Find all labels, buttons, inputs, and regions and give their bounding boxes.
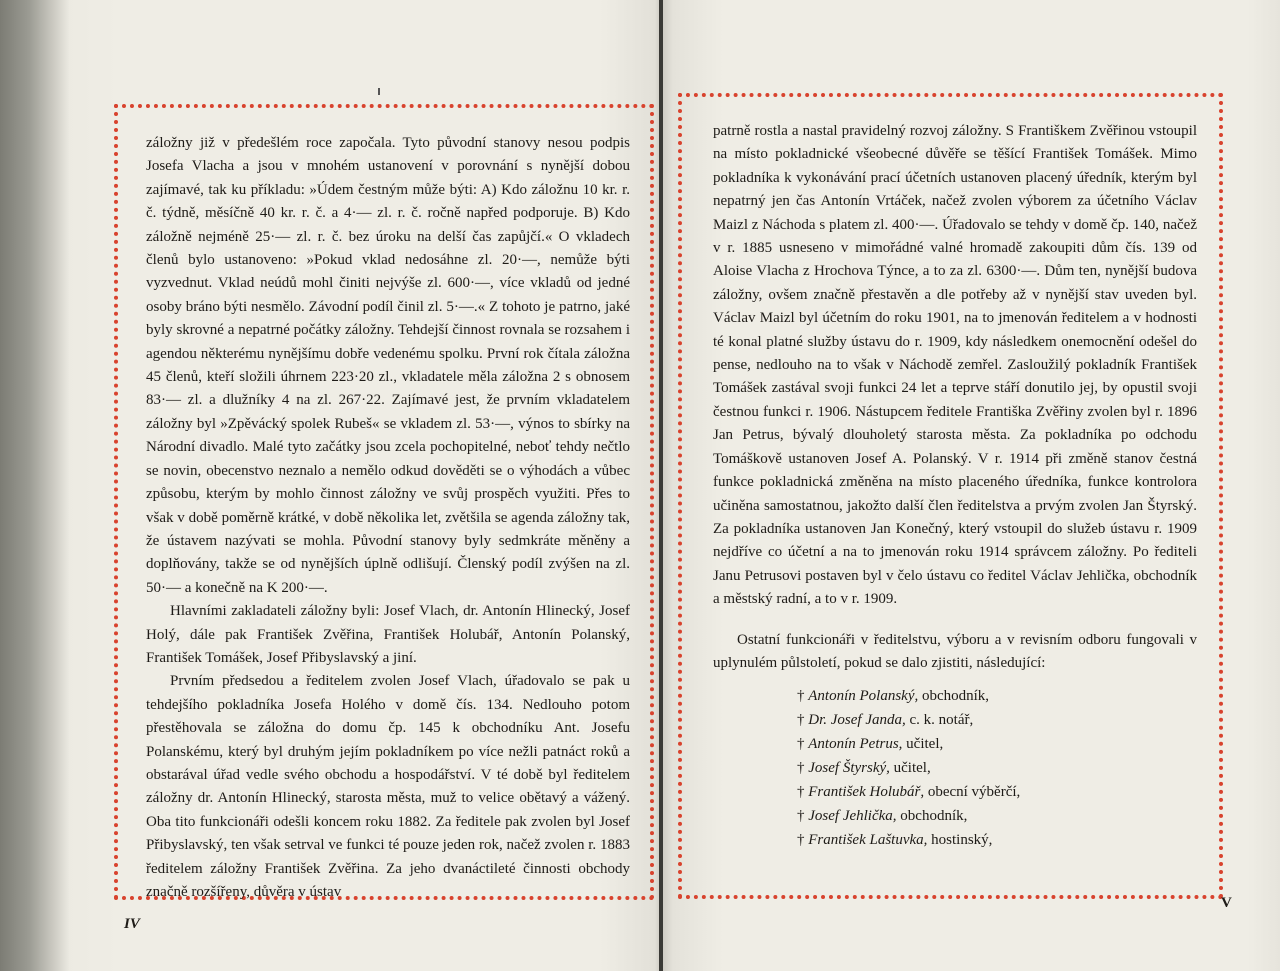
paragraph: patrně rostla a nastal pravidelný rozvoj záložny. S Františkem Zvěřinou vstoupil na místo pokladnické všeobecné důvěře se těšící František Tomášek. Mimo pokladníka k vykonávání prací účetních ustanoven placený úředník, kterým byl nepatrný jen čas Antonín Vrtáček, načež zvolen výborem za účetního Václav Maizl z Náchoda s platem zl. 400·—. Úřadovalo se tehdy v domě čp. 140, načež v r. 1885 usneseno v mimořádné valné hromadě zakoupiti dům čís. 139 od Aloise Vlacha z Hrochova Týnce, a to za zl. 6300·—. Dům ten, nynější budova záložny, ovšem značně přestavěn a dle potřeby až v nynější stav uveden byl. Václav Maizl byl účetním do roku 1901, na to jmenován ředitelem a v hodnosti té konal platné služby ústavu do r. 1909, kdy následkem onemocnění odešel do pense, nedlouho na to však v Náchodě zemřel. Zasloužilý pokladník František Tomášek zastával svoji funkci 24 let a teprve stáří donutilo jej, by opustil svoji čestnou funkci r. 1906. Nástupcem ředitele Františka Zvěřiny zvolen byl r. 1896 Jan Petrus, bývalý dlouholetý starosta města. Za pokladníka po odchodu Tomáškově ustanoven Josef A. Polanský. V r. 1914 při změně stanov čestná funkce pokladnická změněna na místo placeného úředníka, funkce kontrolora učiněna samostatnou, jakožto další člen ředitelstva a prvým zvolen Jan Štyrský. Za pokladníka ustanoven Jan Konečný, který vstoupil do služeb ústavu r. 1909 nejdříve co účetní a na to jmenován roku 1914 správcem záložny. Po řediteli Janu Petrusovi postaven byl v čelo ústavu co ředitel Václav Jehlička, obchodník a městský radní, a to v r. 1909. (713, 123, 1197, 608)
left-page-text (146, 132, 630, 904)
list-item: † Josef Štyrský, učitel, (797, 760, 931, 777)
page-edge-shadow (0, 0, 70, 971)
print-mark (378, 88, 380, 95)
page-number-left: IV (124, 916, 140, 932)
paragraph: Prvním předsedou a ředitelem zvolen Josef Vlach, úřadovalo se pak u tehdejšího pokladníka Josefa Holého v domě čís. 134. Nedlouho potom přestěhovala se záložna do domu čp. 145 k obchodníku Ant. Josefu Polanskému, který byl druhým jejím pokladníkem po více nežli patnáct roků a obstarával úřad vedle svého obchodu a hospodářství. V té době byl ředitelem záložny dr. Antonín Hlinecký, starosta města, muž to velice obětavý a vážený. Oba tito funkcionáři odešli koncem roku 1882. Za ředitele pak zvolen byl Josef Přibyslavský, ten však setrval ve funkci té pouze jeden rok, načež zvolen r. 1883 ředitelem záložny František Zvěřina. Za jeho dvanáctileté činnosti obchody značně rozšířeny, důvěra v ústav (146, 673, 630, 900)
list-item: † Dr. Josef Janda, c. k. notář, (797, 712, 974, 729)
list-item: † Josef Jehlička, obchodník, (797, 808, 968, 825)
list-item: † Antonín Polanský, obchodník, (797, 688, 990, 705)
right-page-text (713, 120, 1197, 852)
paragraph: Ostatní funkcionáři v ředitelstvu, výboru a v revisním odboru fungovali v uplynulém půlstoletí, pokud se dalo zjistiti, následující: (713, 631, 1197, 671)
list-item: † Antonín Petrus, učitel, (797, 736, 944, 753)
officials-list (797, 684, 1197, 852)
list-item: † František Holubář, obecní výběrčí, (797, 784, 1021, 801)
page-number-right: V (1221, 895, 1232, 911)
paragraph: Hlavními zakladateli záložny byli: Josef Vlach, dr. Antonín Hlinecký, Josef Holý, dále pak František Zvěřina, František Holubář, Antonín Polanský, František Tomášek, Josef Přibyslavský a jiní. (146, 603, 630, 666)
list-item: † František Laštuvka, hostinský, (797, 832, 993, 849)
paragraph: záložny již v předešlém roce započala. Tyto původní stanovy nesou podpis Josefa Vlacha a jsou v mnohém ustanovení v porovnání s nynější dobou zajímavé, tak ku příkladu: »Údem čestným může býti: A) Kdo záložnu 10 kr. r. č. týdně, měsíčně 40 kr. r. č. a 4·— zl. r. č. ročně napřed podporuje. B) Kdo záložně nejméně 25·— zl. r. č. bez úroku na delší čas zapůjčí.« O vkladech členů bylo ustanoveno: »Pokud vklad nedosáhne zl. 20·—, nemůže býti vyzvednut. Vklad neúdů mohl činiti nejvýše zl. 600·—, více vkladů od jedné osoby bráno býti nesmělo. Závodní podíl činil zl. 5·—.« Z tohoto je patrno, jaké byly skrovné a nepatrné počátky záložny. Tehdejší činnost rovnala se rozsahem i agendou některému nynějšímu dobře vedenému spolku. První rok čítala záložna 45 členů, kteří složili úhrnem 223·20 zl., vkladatele měla záložna 2 s obnosem 83·— zl. a dlužníky 4 na zl. 267·22. Zajímavé jest, že prvním vkladatelem záložny byl »Zpěvácký spolek Rubeš« se vkladem zl. 53·—, výnos to sbírky na Národní divadlo. Malé tyto začátky jsou zcela pochopitelné, neboť tehdy nečtlo se novin, obecenstvo neznalo a nemělo odkud dověděti se o výhodách a vůbec způsobu, kterým by mohlo činnost záložny ve svůj prospěch využiti. Přes to však v době poměrně krátké, v době několika let, zvětšila se agenda záložny tak, že ústavem nazývati se mohla. Původní stanovy byly sedmkráte měněny a doplňovány, takže se od nynějších úplně odlišují. Členský podíl zvýšen na zl. 50·— a konečně na K 200·—. (146, 135, 630, 596)
